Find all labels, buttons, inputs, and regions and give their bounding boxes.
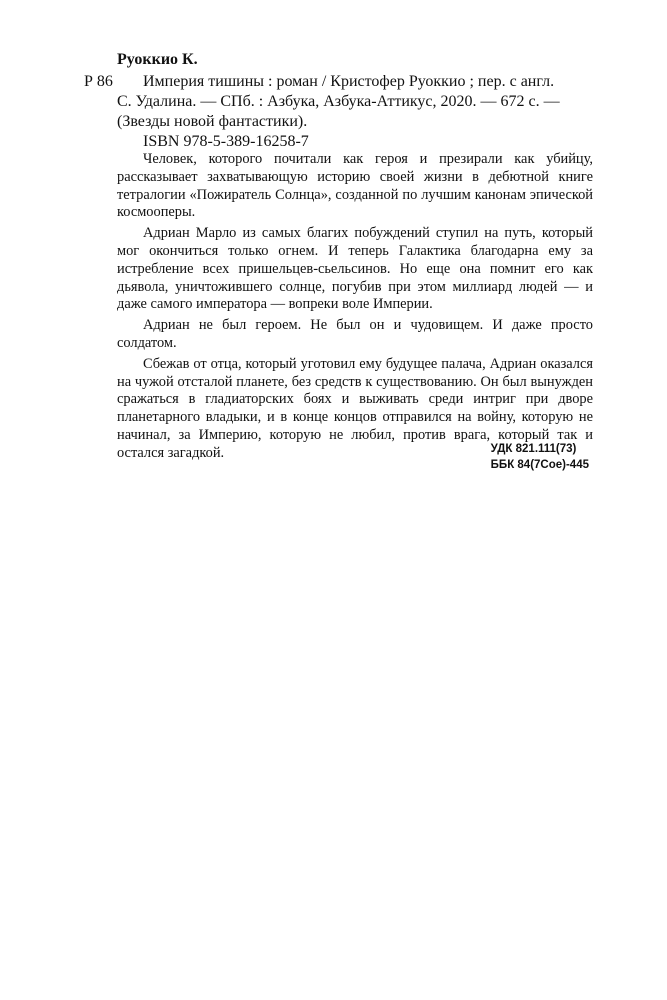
isbn: ISBN 978-5-389-16258-7 [143, 133, 309, 150]
annotation-paragraph: Адриан Марло из самых благих побуждений ступил на путь, который мог окончиться только огнем. И теперь Галактика благодарна ему за истребление всех пришельцев-сьельсинов. Но еще она помнит его как дьявола, уничтожившего солнце, погубив при этом миллиард людей — и даже самого императора — вопреки воле Империи. [117, 225, 593, 313]
annotation-paragraph: Сбежав от отца, который уготовил ему будущее палача, Адриан оказался на чужой отсталой планете, без средств к существованию. Он был вынужден сражаться в гладиаторских боях и выживать среди интриг при дворе планетарного владыки, и в конце концов отправился на войну, которую не начинал, за Империю, которую не любил, против врага, который так и остался загадкой. [117, 355, 593, 461]
udk-code: УДК 821.111(73) [490, 443, 577, 455]
classification-codes [491, 441, 589, 473]
record-line: С. Удалина. — СПб. : Азбука, Азбука-Аттикус, 2020. — 672 с. — [117, 93, 560, 110]
annotation-paragraph: Адриан не был героем. Не был он и чудовищем. И даже просто солдатом. [117, 317, 593, 351]
shelf-code: Р 86 [84, 73, 113, 90]
annotation-paragraph: Человек, которого почитали как героя и презирали как убийцу, рассказывает захватывающую историю своей жизни в дебютной книге тетралогии «Пожиратель Солнца», созданной по лучшим канонам эпической космооперы. [117, 151, 593, 221]
bbk-code: ББК 84(7Сое)-445 [490, 459, 589, 471]
annotation [117, 151, 593, 466]
record-line: Империя тишины : роман / Кристофер Руоккио ; пер. с англ. [143, 73, 555, 90]
record-line: (Звезды новой фантастики). [117, 113, 308, 130]
author-heading: Руоккио К. [117, 51, 198, 68]
bibliographic-record [117, 72, 593, 152]
